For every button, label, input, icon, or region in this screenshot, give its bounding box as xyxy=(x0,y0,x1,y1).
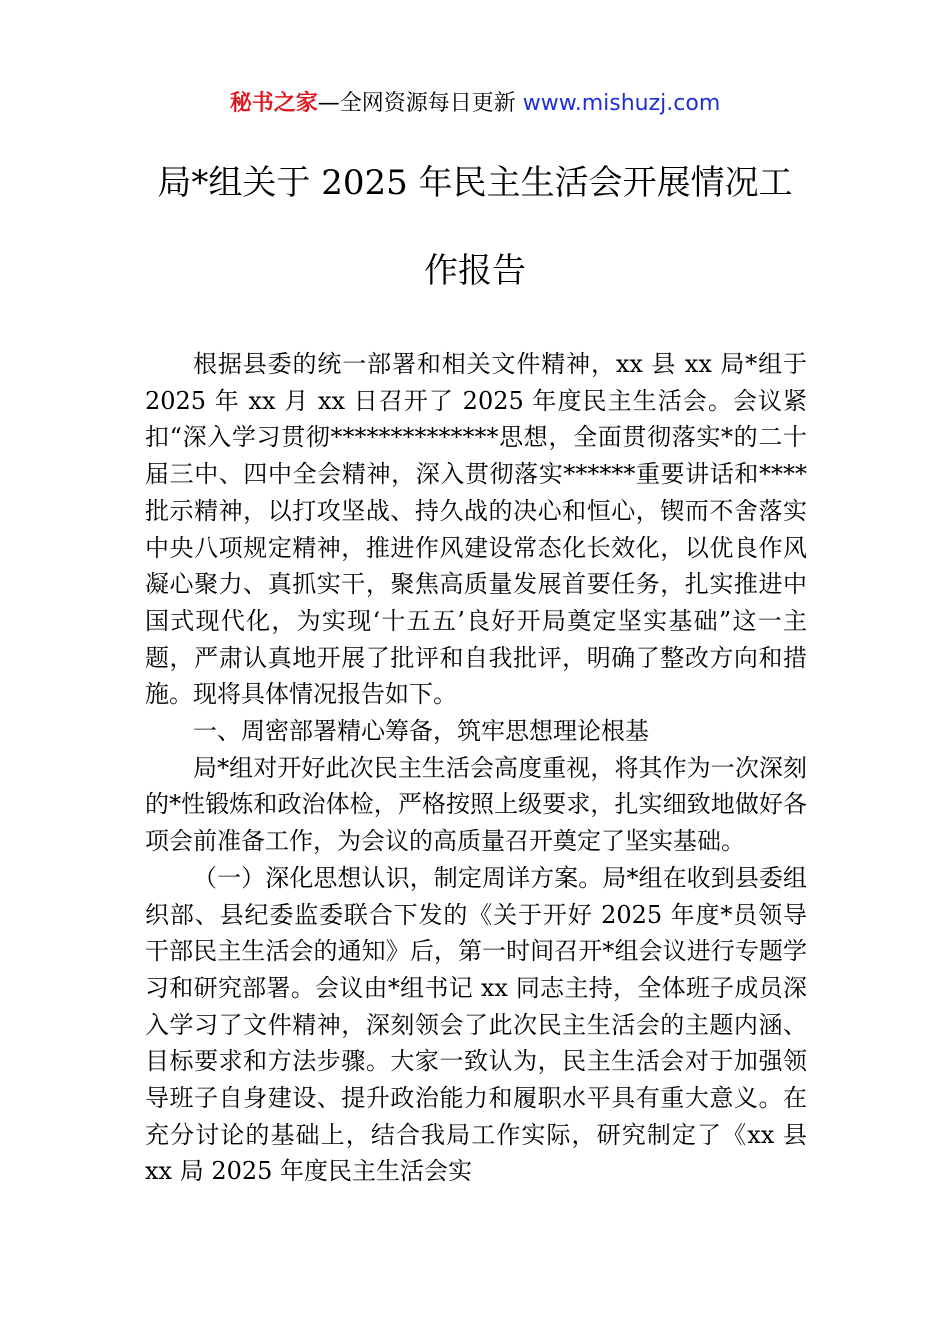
site-brand-name[interactable]: 秘书之家 xyxy=(229,91,318,116)
site-banner xyxy=(0,88,950,120)
site-url-link[interactable]: www.mishuzj.com xyxy=(522,91,721,116)
intro-paragraph: 根据县委的统一部署和相关文件精神，xx 县 xx 局*组于 2025 年 xx 月 xx 日召开了 2025 年度民主生活会。会议紧扣“深入学习贯彻**************思想，全面贯彻落实*的二十届三中、四中全会精神，深入贯彻落实******重要讲话和****批示精神，以打攻坚战、持久战的决心和恒心，锲而不舍落实中央八项规定精神，推进作风建设常态化长效化，以优良作风凝心聚力、真抓实干，聚焦高质量发展首要任务，扎实推进中国式现代化，为实现‘十五五’良好开局奠定坚实基础”这一主题，严肃认真地开展了批评和自我批评，明确了整改方向和措施。现将具体情况报告如下。 xyxy=(145,350,807,709)
section-heading-1: 一、周密部署精心筹备，筑牢思想理论根基 xyxy=(193,717,649,746)
subsection-1-paragraph: （一）深化思想认识，制定周详方案。局*组在收到县委组织部、县纪委监委联合下发的《关于开好 2025 年度*员领导干部民主生活会的通知》后，第一时间召开*组会议进行专题学习和研究部署。会议由*组书记 xx 同志主持，全体班子成员深入学习了文件精神，深刻领会了此次民主生活会的主题内涵、目标要求和方法步骤。大家一致认为，民主生活会对于加强领导班子自身建设、提升政治能力和履职水平具有重大意义。在充分讨论的基础上，结合我局工作实际，研究制定了《xx 县 xx 局 2025 年度民主生活会实 xyxy=(145,863,807,1186)
title-line-1: 局*组关于 2025 年民主生活会开展情况工 xyxy=(157,163,793,203)
site-tagline: —全网资源每日更新 xyxy=(317,91,523,116)
title-line-2: 作报告 xyxy=(424,251,526,291)
document-title xyxy=(120,158,830,296)
document-body xyxy=(145,346,807,1190)
section-1-paragraph: 局*组对开好此次民主生活会高度重视，将其作为一次深刻的*性锻炼和政治体检，严格按照上级要求，扎实细致地做好各项会前准备工作，为会议的高质量召开奠定了坚实基础。 xyxy=(145,753,807,856)
